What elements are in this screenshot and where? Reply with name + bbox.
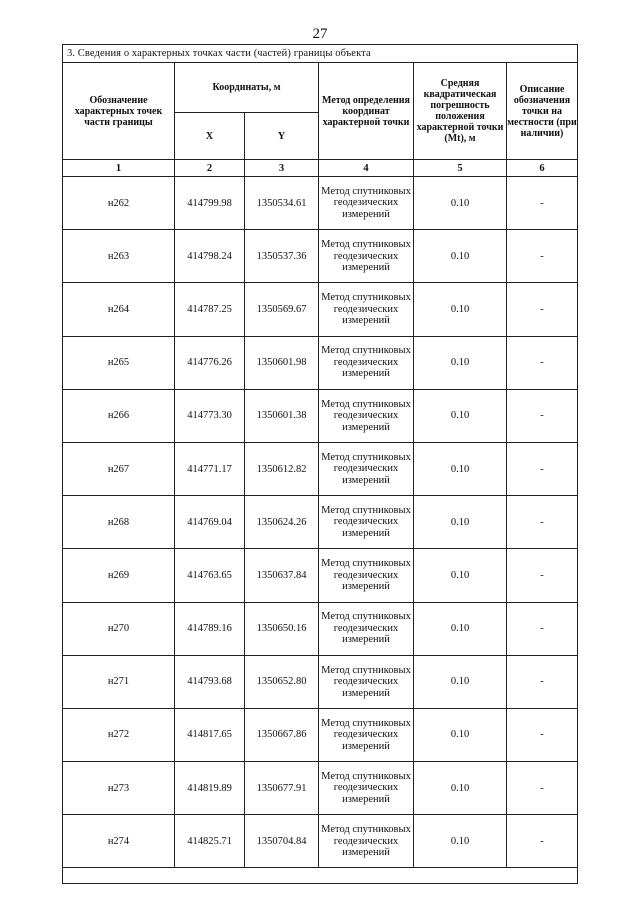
point-designation: н272 — [63, 708, 175, 761]
method-cell: Метод спутниковых геодезических измерений — [319, 655, 414, 708]
coordinate-x: 414798.24 — [175, 230, 245, 283]
method-cell: Метод спутниковых геодезических измерений — [319, 815, 414, 868]
empty-row — [63, 868, 578, 884]
header-description: Описание обозначения точки на местности (при наличии) — [507, 63, 578, 160]
error-value: 0.10 — [414, 549, 507, 602]
table-row — [63, 496, 578, 549]
point-description: - — [507, 230, 578, 283]
column-number: 5 — [414, 160, 507, 177]
coordinate-x: 414787.25 — [175, 283, 245, 336]
point-description: - — [507, 496, 578, 549]
coordinate-y: 1350667.86 — [245, 708, 319, 761]
method-cell: Метод спутниковых геодезических измерений — [319, 496, 414, 549]
point-designation: н273 — [63, 762, 175, 815]
point-description: - — [507, 708, 578, 761]
method-cell: Метод спутниковых геодезических измерений — [319, 177, 414, 230]
coordinate-x: 414817.65 — [175, 708, 245, 761]
point-designation: н267 — [63, 442, 175, 495]
method-cell: Метод спутниковых геодезических измерений — [319, 230, 414, 283]
table-body — [63, 177, 578, 868]
coordinate-y: 1350677.91 — [245, 762, 319, 815]
error-value: 0.10 — [414, 336, 507, 389]
coordinate-x: 414819.89 — [175, 762, 245, 815]
column-number: 2 — [175, 160, 245, 177]
error-value: 0.10 — [414, 815, 507, 868]
table-row — [63, 283, 578, 336]
point-designation: н263 — [63, 230, 175, 283]
table-row — [63, 602, 578, 655]
coordinate-x: 414825.71 — [175, 815, 245, 868]
coordinate-y: 1350624.26 — [245, 496, 319, 549]
header-coordinates: Координаты, м — [175, 63, 319, 113]
error-value: 0.10 — [414, 496, 507, 549]
header-error: Средняя квадратическая погрешность положения характерной точки (Mt), м — [414, 63, 507, 160]
point-description: - — [507, 442, 578, 495]
point-designation: н262 — [63, 177, 175, 230]
coordinate-y: 1350637.84 — [245, 549, 319, 602]
table-row — [63, 655, 578, 708]
coordinate-x: 414773.30 — [175, 389, 245, 442]
method-cell: Метод спутниковых геодезических измерений — [319, 389, 414, 442]
method-cell: Метод спутниковых геодезических измерений — [319, 708, 414, 761]
point-description: - — [507, 602, 578, 655]
coordinate-y: 1350612.82 — [245, 442, 319, 495]
column-number: 4 — [319, 160, 414, 177]
coordinate-y: 1350537.36 — [245, 230, 319, 283]
column-number: 1 — [63, 160, 175, 177]
method-cell: Метод спутниковых геодезических измерений — [319, 442, 414, 495]
point-designation: н271 — [63, 655, 175, 708]
coordinate-y: 1350704.84 — [245, 815, 319, 868]
boundary-points-table — [62, 44, 578, 884]
point-designation: н266 — [63, 389, 175, 442]
table-row — [63, 815, 578, 868]
coordinate-y: 1350652.80 — [245, 655, 319, 708]
method-cell: Метод спутниковых геодезических измерений — [319, 283, 414, 336]
column-numbers-row — [63, 160, 578, 177]
table-row — [63, 230, 578, 283]
method-cell: Метод спутниковых геодезических измерений — [319, 336, 414, 389]
table-row — [63, 177, 578, 230]
table-row — [63, 549, 578, 602]
error-value: 0.10 — [414, 177, 507, 230]
coordinate-y: 1350650.16 — [245, 602, 319, 655]
point-description: - — [507, 655, 578, 708]
method-cell: Метод спутниковых геодезических измерений — [319, 602, 414, 655]
point-designation: н265 — [63, 336, 175, 389]
coordinate-x: 414793.68 — [175, 655, 245, 708]
coordinate-y: 1350569.67 — [245, 283, 319, 336]
coordinate-x: 414771.17 — [175, 442, 245, 495]
error-value: 0.10 — [414, 283, 507, 336]
error-value: 0.10 — [414, 655, 507, 708]
point-description: - — [507, 177, 578, 230]
table-row — [63, 442, 578, 495]
point-description: - — [507, 389, 578, 442]
point-description: - — [507, 549, 578, 602]
point-designation: н269 — [63, 549, 175, 602]
coordinate-x: 414799.98 — [175, 177, 245, 230]
error-value: 0.10 — [414, 389, 507, 442]
header-y: Y — [245, 113, 319, 160]
column-number: 6 — [507, 160, 578, 177]
table-row — [63, 708, 578, 761]
coordinate-x: 414789.16 — [175, 602, 245, 655]
point-description: - — [507, 762, 578, 815]
header-method: Метод определения координат характерной точки — [319, 63, 414, 160]
error-value: 0.10 — [414, 602, 507, 655]
error-value: 0.10 — [414, 708, 507, 761]
coordinate-y: 1350534.61 — [245, 177, 319, 230]
point-designation: н264 — [63, 283, 175, 336]
coordinate-x: 414763.65 — [175, 549, 245, 602]
coordinate-x: 414776.26 — [175, 336, 245, 389]
column-number: 3 — [245, 160, 319, 177]
table-row — [63, 762, 578, 815]
point-designation: н274 — [63, 815, 175, 868]
method-cell: Метод спутниковых геодезических измерений — [319, 549, 414, 602]
page-number: 27 — [312, 26, 328, 42]
point-description: - — [507, 336, 578, 389]
method-cell: Метод спутниковых геодезических измерений — [319, 762, 414, 815]
point-designation: н268 — [63, 496, 175, 549]
point-description: - — [507, 283, 578, 336]
header-x: X — [175, 113, 245, 160]
coordinate-y: 1350601.98 — [245, 336, 319, 389]
error-value: 0.10 — [414, 442, 507, 495]
coordinate-x: 414769.04 — [175, 496, 245, 549]
error-value: 0.10 — [414, 762, 507, 815]
coordinate-y: 1350601.38 — [245, 389, 319, 442]
error-value: 0.10 — [414, 230, 507, 283]
point-description: - — [507, 815, 578, 868]
table-row — [63, 336, 578, 389]
section-title: 3. Сведения о характерных точках части (частей) границы объекта — [63, 45, 578, 63]
header-designation: Обозначение характерных точек части границы — [63, 63, 175, 160]
point-designation: н270 — [63, 602, 175, 655]
table-row — [63, 389, 578, 442]
